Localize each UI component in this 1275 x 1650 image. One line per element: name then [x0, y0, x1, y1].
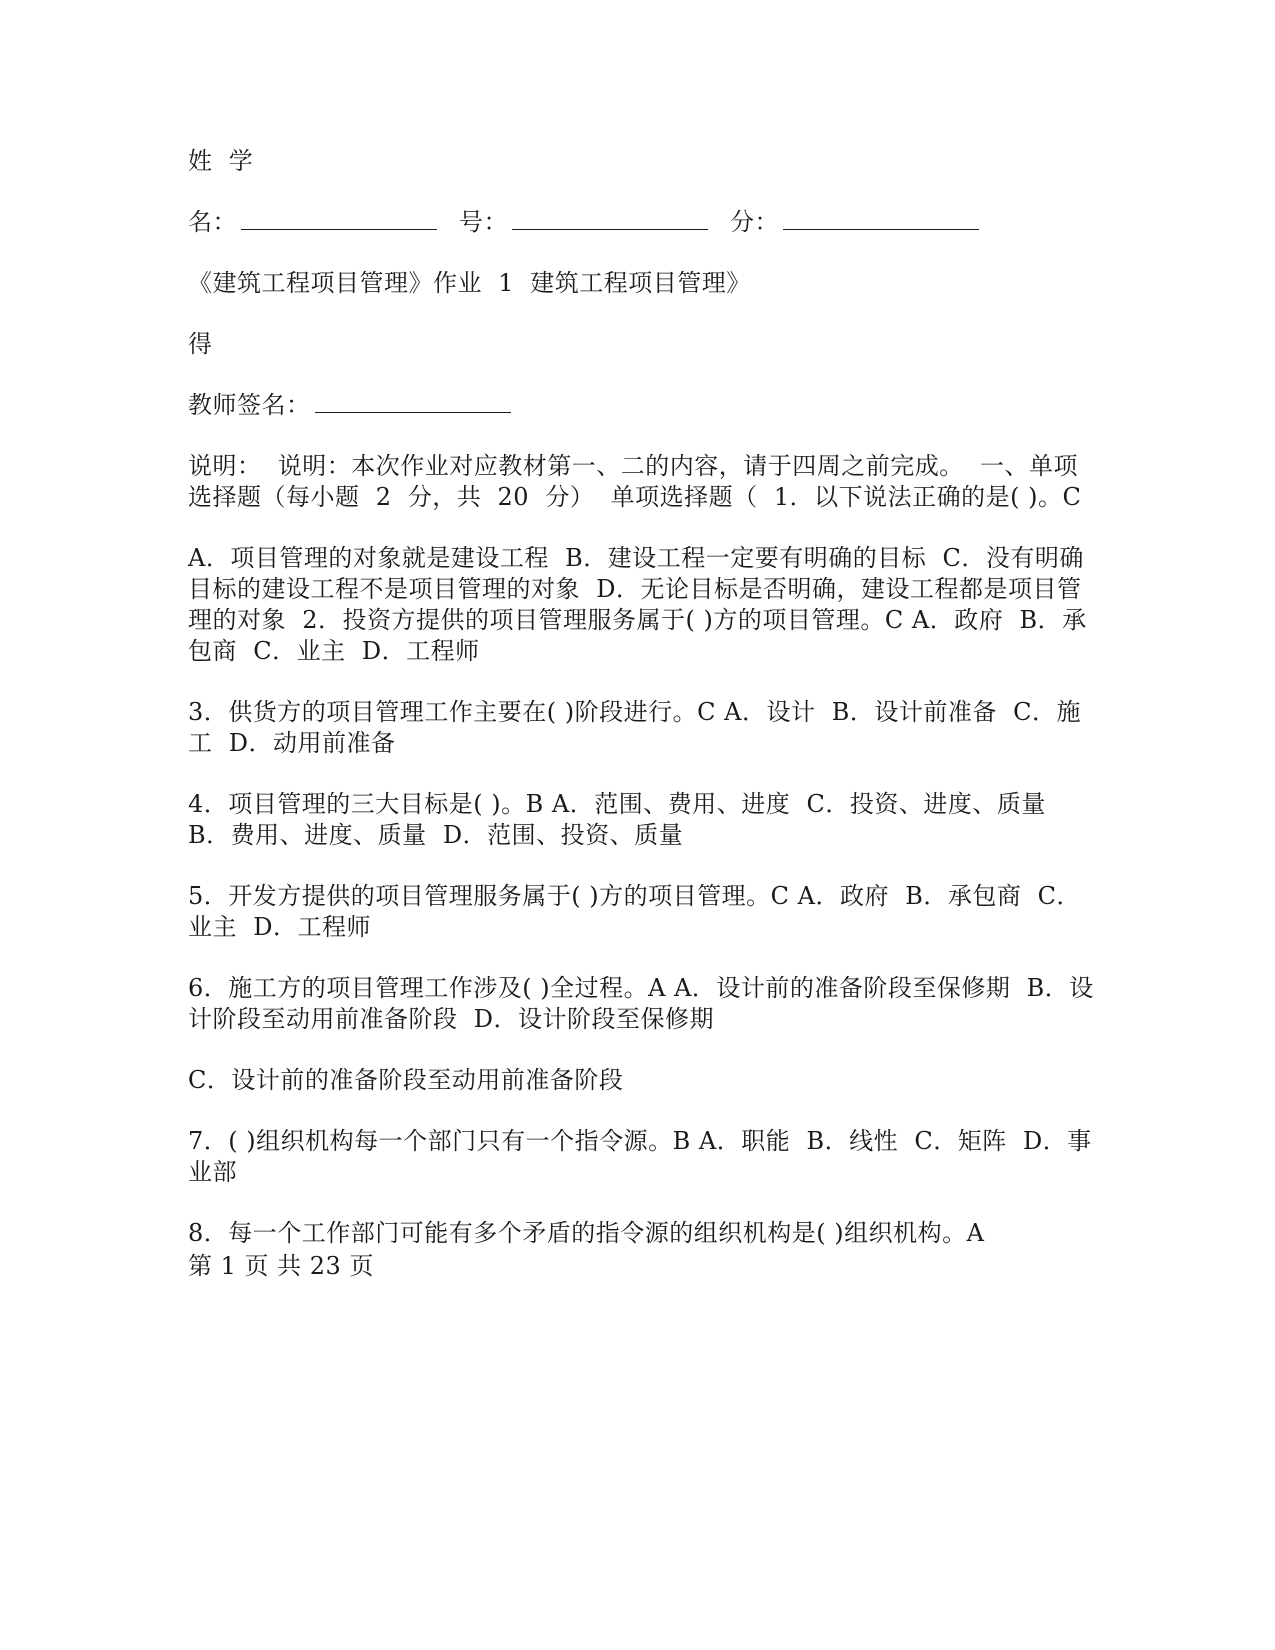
teacher-signature-label: 教师签名：	[188, 391, 311, 419]
question-paragraph: A．项目管理的对象就是建设工程 B．建设工程一定要有明确的目标 C．没有明确目标的建设工程不是项目管理的对象 D．无论目标是否明确，建设工程都是项目管理的对象 2．投资方提供的项目管理服务属于( )方的项目管理。C A．政府 B．承包商 C．业主 D．工程师	[188, 544, 1087, 665]
question-paragraph: 8．每一个工作部门可能有多个矛盾的指令源的组织机构是( )组织机构。A	[188, 1219, 985, 1247]
student-number-blank-line[interactable]	[512, 207, 708, 230]
name-field-label: 名：	[188, 208, 237, 236]
document-title: 《建筑工程项目管理》作业 1 建筑工程项目管理》	[188, 269, 751, 297]
student-number-field-label: 号：	[459, 208, 508, 236]
teacher-signature-row	[188, 390, 1100, 421]
instructions-paragraph: 说明： 说明：本次作业对应教材第一、二的内容，请于四周之前完成。 一、单项选择题（每小题 2 分，共 20 分） 单项选择题（ 1．以下说法正确的是( )。C	[188, 452, 1082, 511]
question-paragraph: 4．项目管理的三大目标是( )。B A．范围、费用、进度 C．投资、进度、质量 B．费用、进度、质量 D．范围、投资、质量	[188, 790, 1063, 849]
question-paragraph: 6．施工方的项目管理工作涉及( )全过程。A A．设计前的准备阶段至保修期 B．设计阶段至动用前准备阶段 D．设计阶段至保修期	[188, 974, 1094, 1033]
name-blank-line[interactable]	[241, 207, 437, 230]
name-field	[188, 207, 437, 238]
question-paragraph: 7．( )组织机构每一个部门只有一个指令源。B A．职能 B．线性 C．矩阵 D．事业部	[188, 1127, 1092, 1186]
page-number-footer: 第 1 页 共 23 页	[188, 1252, 374, 1280]
document-content	[188, 146, 1100, 1282]
score-blank-line[interactable]	[783, 207, 979, 230]
question-paragraph: 5．开发方提供的项目管理服务属于( )方的项目管理。C A．政府 B．承包商 C．业主 D．工程师	[188, 882, 1081, 941]
score-label-top: 得	[188, 330, 213, 358]
student-number-field	[459, 207, 708, 238]
score-field	[730, 207, 979, 238]
score-field-label: 分：	[730, 208, 779, 236]
question-paragraph: C．设计前的准备阶段至动用前准备阶段	[188, 1066, 624, 1094]
teacher-signature-field	[188, 390, 511, 421]
student-info-fields	[188, 207, 1100, 238]
name-label-top: 姓 学	[188, 147, 254, 175]
question-paragraph: 3．供货方的项目管理工作主要在( )阶段进行。C A．设计 B．设计前准备 C．施工 D．动用前准备	[188, 698, 1081, 757]
teacher-signature-blank-line[interactable]	[315, 390, 511, 413]
